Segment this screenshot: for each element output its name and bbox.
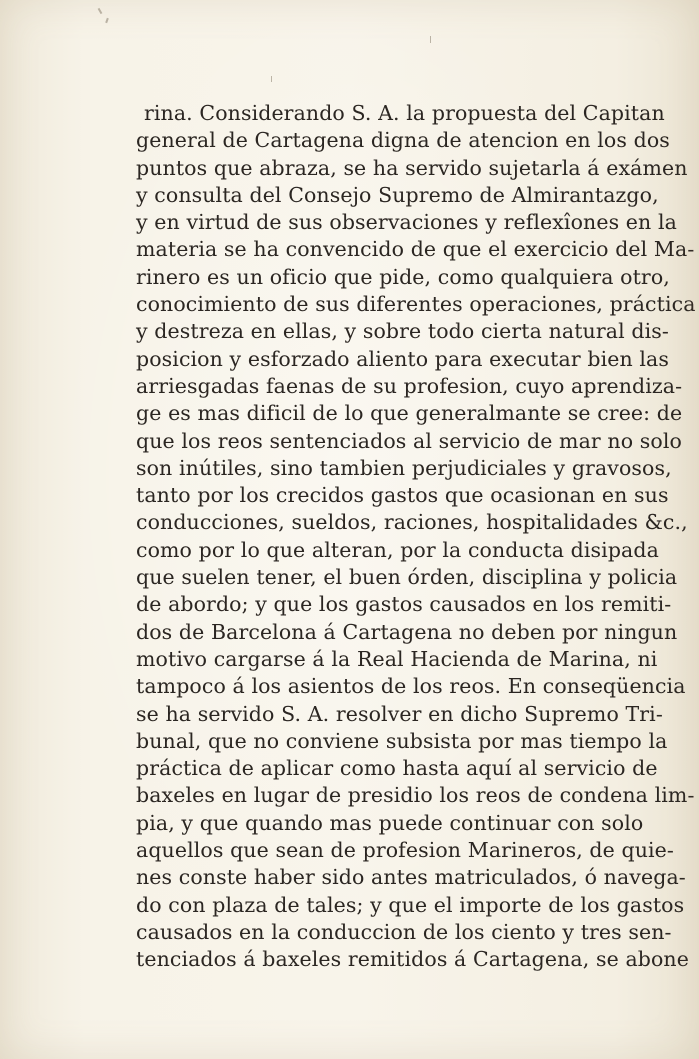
text-line: de abordo; y que los gastos causados en los remiti- — [136, 592, 672, 617]
text-line: tenciados á baxeles remitidos á Cartagena, se abone — [136, 947, 689, 972]
text-line: práctica de aplicar como hasta aquí al servicio de — [136, 756, 658, 781]
text-line: pia, y que quando mas puede continuar con solo — [136, 810, 644, 835]
text-line: y consulta del Consejo Supremo de Almirantazgo, — [136, 182, 659, 207]
text-line: nes conste haber sido antes matriculados, ó navega- — [136, 865, 686, 890]
paper-mark — [98, 8, 103, 14]
text-line: general de Cartagena digna de atencion en los dos — [136, 128, 670, 153]
text-line: posicion y esforzado aliento para executar bien las — [136, 346, 669, 371]
text-line: materia se ha convencido de que el exercicio del Ma- — [136, 237, 695, 262]
text-line: do con plaza de tales; y que el importe de los gastos — [136, 892, 685, 917]
paper-mark — [105, 18, 109, 23]
text-line: motivo cargarse á la Real Hacienda de Marina, ni — [136, 646, 658, 671]
text-line: puntos que abraza, se ha servido sujetarla á exámen — [136, 155, 688, 180]
text-line: tampoco á los asientos de los reos. En conseqüencia — [136, 674, 686, 699]
text-line: aquellos que sean de profesion Marineros, de quie- — [136, 838, 674, 863]
text-line: conocimiento de sus diferentes operaciones, práctica — [136, 292, 696, 317]
text-line: rinero es un oficio que pide, como qualquiera otro, — [136, 264, 670, 289]
text-line: ge es mas dificil de lo que generalmante se cree: de — [136, 401, 683, 426]
text-line: y destreza en ellas, y sobre todo cierta natural dis- — [136, 319, 669, 344]
text-line: se ha servido S. A. resolver en dicho Supremo Tri- — [136, 701, 663, 726]
text-line: rina. Considerando S. A. la propuesta del Capitan — [144, 101, 665, 125]
text-line: como por lo que alteran, por la conducta disipada — [136, 537, 659, 562]
text-line: arriesgadas faenas de su profesion, cuyo aprendiza- — [136, 373, 683, 398]
text-line: conducciones, sueldos, raciones, hospitalidades &c., — [136, 510, 688, 535]
text-line: dos de Barcelona á Cartagena no deben por ningun — [136, 619, 678, 644]
text-line: bunal, que no conviene subsista por mas tiempo la — [136, 728, 668, 753]
text-line: tanto por los crecidos gastos que ocasionan en sus — [136, 483, 669, 508]
text-line: son inútiles, sino tambien perjudiciales y gravosos, — [136, 455, 672, 480]
text-line: baxeles en lugar de presidio los reos de condena lim- — [136, 783, 695, 808]
text-line: que los reos sentenciados al servicio de mar no solo — [136, 428, 682, 453]
text-line: y en virtud de sus observaciones y reflexîones en la — [136, 210, 677, 235]
paper-mark — [271, 76, 272, 82]
body-text — [136, 100, 696, 974]
text-line: causados en la conduccion de los ciento y tres sen- — [136, 919, 672, 944]
text-line: que suelen tener, el buen órden, disciplina y policia — [136, 565, 678, 590]
paper-mark — [430, 36, 431, 43]
